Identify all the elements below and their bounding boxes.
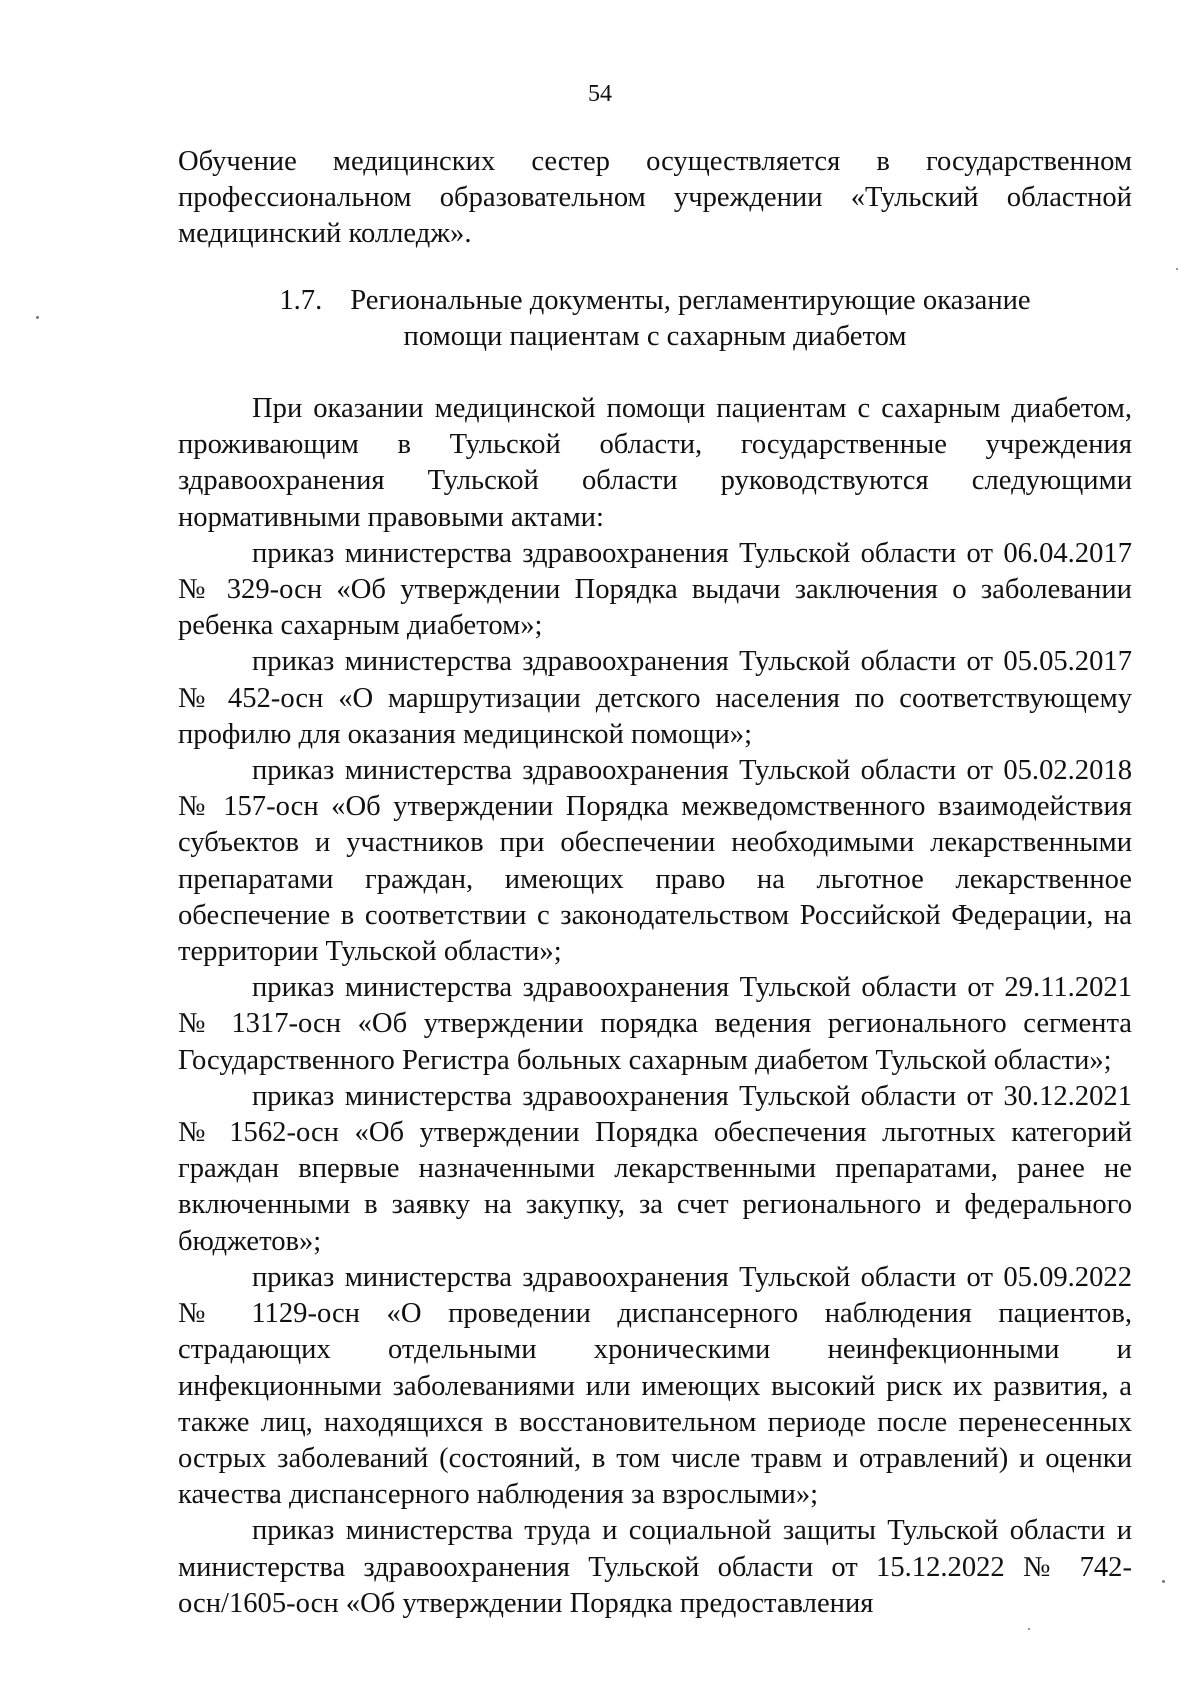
act-item: приказ министерства здравоохранения Тульской области от 06.04.2017 № 329-осн «Об утверждении Порядка выдачи заключения о заболевании ребенка сахарным диабетом»; — [178, 537, 1132, 642]
act-item: приказ министерства здравоохранения Тульской области от 05.05.2017 № 452-осн «О маршрутизации детского населения по соответствующему профилю для оказания медицинской помощи»; — [178, 646, 1132, 750]
section-number: 1.7. — [279, 284, 323, 316]
page-number: 54 — [588, 81, 612, 107]
act-item: приказ министерства здравоохранения Тульской области от 29.11.2021 № 1317-осн «Об утверждении порядка ведения регионального сегмента Государственного Регистра больных сахарным диабетом Тульской области»; — [178, 972, 1132, 1076]
section-heading — [178, 283, 1132, 355]
scan-speck — [36, 316, 39, 319]
section-title-line-1: Региональные документы, регламентирующие оказание — [350, 284, 1031, 316]
scan-speck — [1028, 1628, 1030, 1630]
intro-paragraph: Обучение медицинских сестер осуществляется в государственном профессиональном образовательном учреждении «Тульский областной медицинский колледж». — [178, 146, 1132, 250]
act-item: приказ министерства здравоохранения Тульской области от 30.12.2021 № 1562-осн «Об утверждении Порядка обеспечения льготных категорий граждан впервые назначенными лекарственными препаратами, ранее не включенными в заявку на закупку, за счет регионального и федерального бюджетов»; — [178, 1080, 1132, 1257]
act-item: приказ министерства труда и социальной защиты Тульской области и министерства здравоохранения Тульской области от 15.12.2022 № 742-осн/1605-осн «Об утверждении Порядка предоставления — [178, 1515, 1132, 1619]
document-body — [178, 144, 1132, 1622]
scan-speck — [1162, 1580, 1165, 1583]
act-item: приказ министерства здравоохранения Тульской области от 05.02.2018 № 157-осн «Об утверждении Порядка межведомственного взаимодействия субъектов и участников при обеспечении необходимыми лекарственными препаратами граждан, имеющих право на льготное лекарственное обеспечение в соответствии с законодательством Российской Федерации, на территории Тульской области»; — [178, 755, 1132, 968]
act-item: приказ министерства здравоохранения Тульской области от 05.09.2022 № 1129-осн «О проведении диспансерного наблюдения пациентов, страдающих отдельными хроническими неинфекционными и инфекционными заболеваниями или имеющих высокий риск их развития, а также лиц, находящихся в восстановительном периоде после перенесенных острых заболеваний (состояний, в том числе травм и отравлений) и оценки качества диспансерного наблюдения за взрослыми»; — [178, 1261, 1132, 1511]
scan-speck — [1176, 268, 1178, 270]
lead-paragraph: При оказании медицинской помощи пациентам с сахарным диабетом, проживающим в Тульской области, государственные учреждения здравоохранения Тульской области руководствуются следующими нормативными правовыми актами: — [178, 393, 1132, 533]
section-title-line-2: помощи пациентам с сахарным диабетом — [403, 320, 907, 352]
